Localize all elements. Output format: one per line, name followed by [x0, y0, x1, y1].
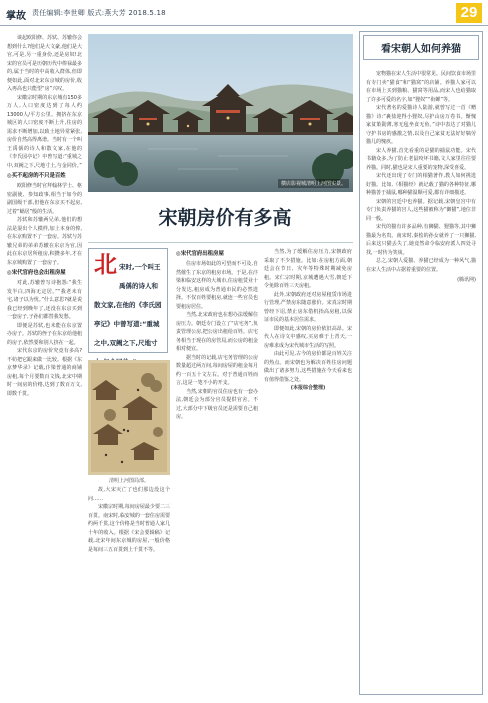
- article-column-1: [7, 34, 82, 694]
- sidebar-paragraph: 宋朝的宫廷中也养猫。据记载,宋朝皇宫中有专门负责养猫的宫人,这些猫被称为“御猫”,地位非同一般。: [366, 198, 476, 222]
- article-paragraph: 当然,北宋政府也在想办法缓解住房压力。朝廷专门设立了“店宅务”,负责管理公房,把公房出租给百姓。店宅务相当于现在的房管局,而公房的租金相对便宜。: [176, 312, 258, 352]
- sidebar-body: [366, 70, 476, 690]
- article-paragraph: 欧阳修当时官拜翰林学士、枢密副使、参知政事,相当于如今的副国级干部,但他在东京买不起房,过着“蜗居”般的生活。: [7, 183, 82, 215]
- article-paragraph: 据当时的记载,店宅务管理的公房数量超过两万间,每间房屋的租金每月约一百五十文左右。对于普通百姓而言,这是一笔不小的开支。: [176, 354, 258, 386]
- sidebar-paragraph: 宠物猫在宋人生活中很常见。民间饮食市场里有专门卖“猫食”和“猫窝”的店铺。养猫人家可以在市场上买到猫粮、猫窝等用品,而宋人也给猫取了许多可爱的名字,如“狸奴”“衔蝉”等。: [366, 71, 476, 103]
- sidebar-paragraph: 宋代的猫有许多品种,有狮猫、狸猫等,其中狮猫最为名贵。南宋时,秦桧的孙女就养了一只狮猫,后来这只猫丢失了,她竟然命令临安府派人四处寻找,一时传为笑谈。: [366, 224, 476, 256]
- painting-detail-photo: [88, 360, 170, 475]
- section-name: 掌故: [6, 11, 26, 22]
- sidebar-paragraph: 宋代还出现了专门的相猫著作,教人如何挑选好猫。比如,《相猫经》就记载了猫的各种特征,哪种猫善于捕鼠,哪种猫温顺可爱,都有详细描述。: [366, 173, 476, 196]
- photo-caption: 横店影视城清明上河图实景。: [278, 179, 349, 188]
- article-paragraph: 宋代东京的房价究竟有多高?不妨把它跟来做一比较。根据《东京梦华录》记载,汴梁普通的商铺房租,每个月要数百文钱,北宋中期时一间房的价格,达到了数百万文,即数千贯。: [7, 348, 82, 397]
- title-box: [150, 205, 300, 233]
- article-paragraph: 对此,苏辙曾写诗抱怨:“我生发半白,四海无定居。”“我老未有宅,诸子以为忧。”什么意思?就是说我已经到晚年了,还没在东京买到一套房子,子孙们都替我发愁。: [7, 280, 82, 320]
- article-paragraph: 苏轼和苏辙两兄弟,他们的想法是混出个人模样,加上本身的俸,在东京购置不了一套房。苏轼与苏辙兄弟的弟弟苏辙在东京为官,因此在东京居所租房,积攒多年,才在东京城购置了一套房子。: [7, 217, 82, 266]
- intro-text: 宋时,一个叫王禹偁的诗人和散文家,在他的《李氏园亭记》中曾写道:“重城之中,双阙之下,尺地寸: [94, 263, 162, 347]
- page-number-badge: 29: [456, 3, 482, 23]
- article-paragraph: 此外,宋朝政府还对房屋租赁市场进行管理,严禁房东随意涨价。宋真宗时期曾经下诏,禁止房东借机抬高房租,以保证市民的基本居住需求。: [264, 291, 352, 323]
- drop-cap: 北: [94, 252, 117, 278]
- editor-info: 责任编辑:李世卿 版式:燕大芳 2018.5.18: [32, 9, 166, 17]
- article-paragraph: 宋徽宗时期的东京城有150多万人,人口密度达到了每人约13000人/平方公里。拥挤在东京城区的人口密度不断上升,住房的需求不断增加,以致土地异常紧张,房价自然高得离谱。当时有一个叫王禹偁的诗人和散文家,在他的《李氏园亭记》中曾写道:“重城之中,双阙之下,尺地寸土,与金同价。”: [7, 94, 82, 169]
- article-paragraph: 即便是苏轼,也未能在东京置办房子。苏轼的侄子在东京给他租的房子,依然要和别人挤在一起。: [7, 322, 82, 346]
- subhead: ◎宋代官府也会出租房屋: [7, 270, 66, 276]
- ancient-town-photo: [88, 34, 353, 192]
- sidebar-paragraph: 总之,宋朝人爱猫、养猫已经成为一种风气,猫在宋人生活中占据着重要的位置。: [366, 258, 476, 273]
- page-header: [0, 0, 488, 26]
- article-paragraph: 住房市场如此的可望而不可及,自然催生了东京的租房市场。于是,在汴梁和临安这样的大城市,住房租赁业十分发达,租房成为普通市民的必然选择。不仅百姓要租房,就连一些官员也要租房居住。: [176, 261, 258, 310]
- ancient-town-illustration: [88, 34, 353, 192]
- sidebar-credit: (腾讯网): [457, 277, 476, 283]
- title-divider: [88, 242, 353, 243]
- painting-illustration: [88, 360, 170, 475]
- article-paragraph: 当然,为了缓解住房压力,宋朝政府采取了不少措施。比如:在房租方面,朝廷会在节日、灾年等特殊时期减免房租。宋仁宗时期,京城遭遇大雪,朝廷下令免除百姓三天房租。: [264, 249, 352, 289]
- article-paragraph: 即便如此,宋朝的房价依旧高昂。宋代人在诗文中感叹,买房难于上青天,一房难求成为宋代城市生活的写照。: [264, 325, 352, 349]
- article-column-2: [88, 486, 170, 694]
- article-column-3: [176, 248, 258, 694]
- article-paragraph: 故,大宋灭亡了也们那边没这个问……: [88, 487, 170, 502]
- article-paragraph: 谈起欧阳修、苏轼、苏辙你会想到什么?他们是大文豪,他们是大官,可是,另一重身份,还是房奴!北宋的官员可是历朝历代中俸禄最多的,属于当时的中高收入群体,但即便如此,面对北宋东京城的房价,收入再高也只能望“房”兴叹。: [7, 35, 82, 92]
- sidebar-title-box: [363, 35, 479, 60]
- photo-caption: 清明上河图局部。: [108, 478, 149, 484]
- subhead: ◎宋代官府出租房屋: [176, 251, 224, 257]
- article-paragraph: 当然,宋朝的官员住房也有一套办法,朝廷会为部分官员提供官舍。不过,大部分中下级官员还是需要自己租房。: [176, 388, 258, 420]
- article-paragraph: 宋徽宗时期,每间房屋最少要二三百贯。南宋时,临安城的一套住房需要约两千贯,这个价格是当时普通人家几十年的收入。根据《宋会要辑稿》记载,北宋年间东京城的房屋,一般价格是每间三五百贯到上千贯不等。: [88, 504, 170, 553]
- subhead: ◎买不起房的不只是百姓: [7, 173, 66, 179]
- article-column-4: [264, 248, 352, 694]
- intro-box: [88, 248, 168, 353]
- sidebar-paragraph: 宋人养猫,首先看重的是猫的捕鼠功能。宋代书籍众多,为了防止老鼠咬坏书籍,文人家里往往要养猫。同时,猫也是宋人重要的宠物,深受喜爱。: [366, 147, 476, 171]
- sidebar-title: 看宋朝人如何养猫: [381, 44, 461, 55]
- article-source: (本报综合整理): [290, 385, 326, 391]
- sidebar-paragraph: 宋代著名的爱猫诗人陆游,就曾写过一首《赠猫》诗:“裹盐迎得小狸奴,尽护山房万卷书。惭愧家贫策勋薄,寒无毡坐食无鱼。”诗中表达了对猫儿守护书房的感激之情,以及自己家贫无法好好犒劳猫儿的愧疚。: [366, 105, 476, 145]
- article-paragraph: 由此可见,古今的房价都是百姓关注的热点。而宋朝也为解决百姓住房问题做出了诸多努力,这些措施在今天看来也有值得借鉴之处。: [264, 351, 352, 383]
- sidebar-article: [359, 31, 483, 695]
- article-title: 宋朝房价有多高: [158, 207, 292, 229]
